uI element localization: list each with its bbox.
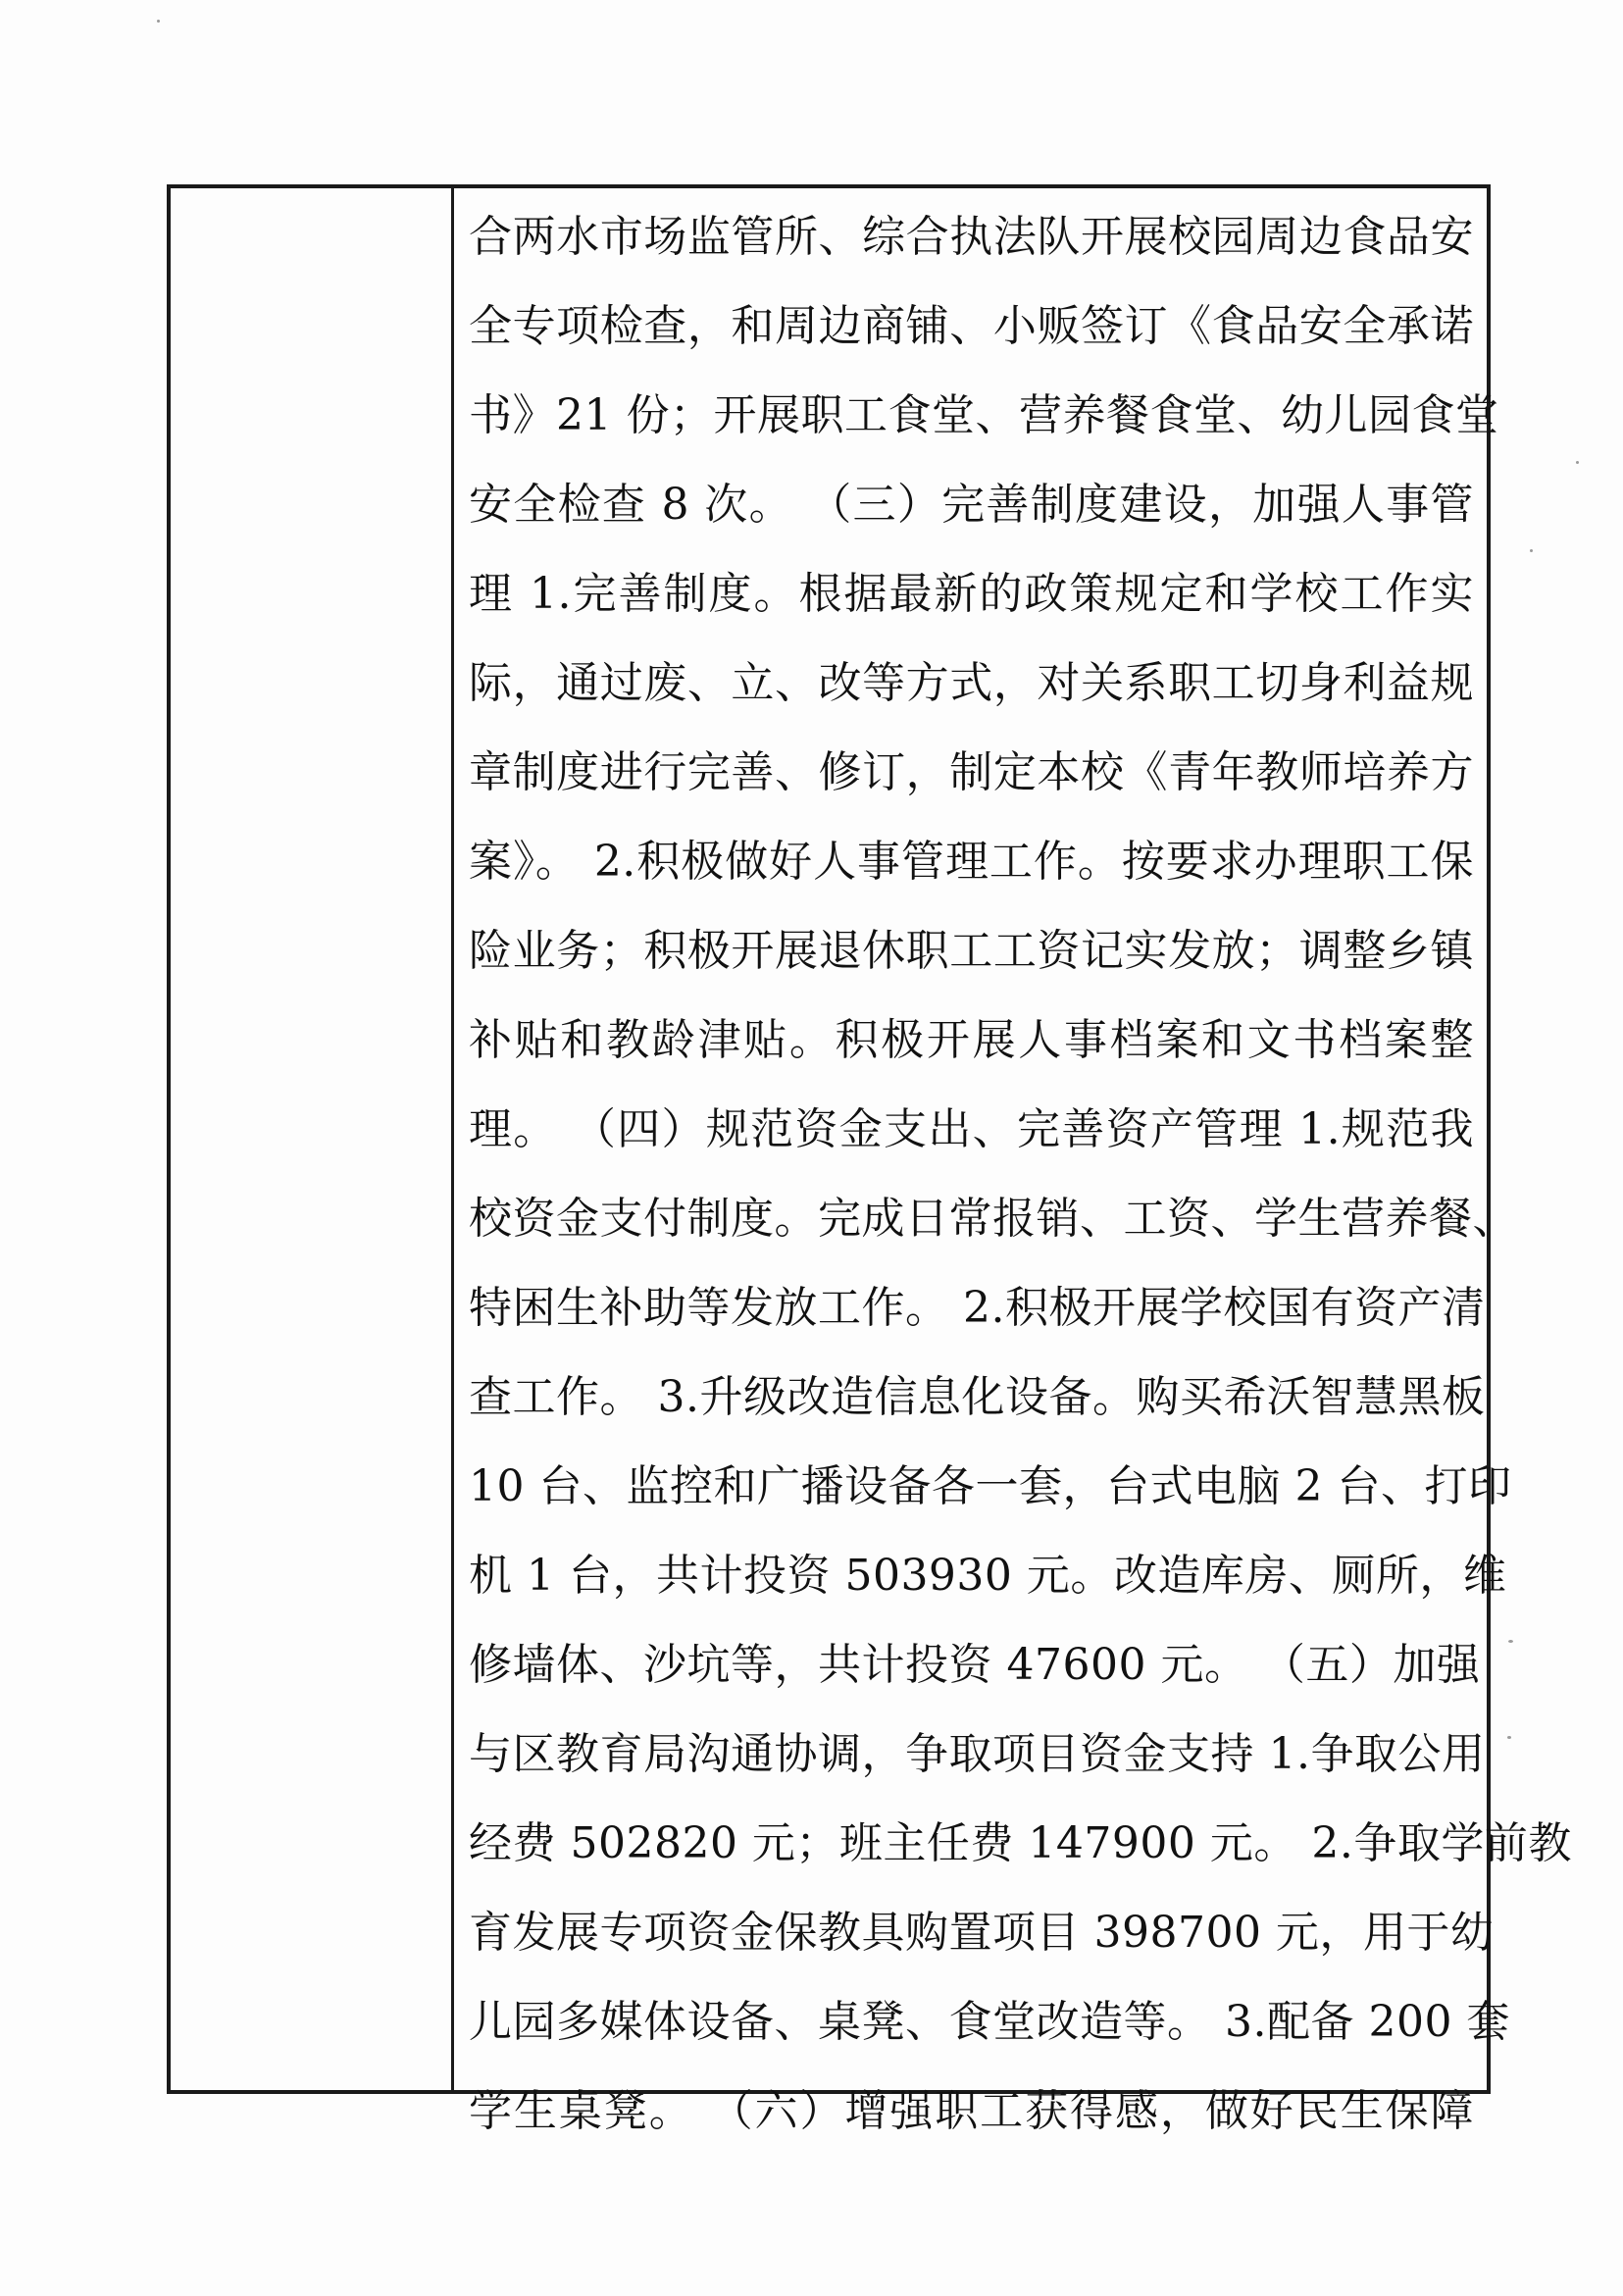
text-line: 学生桌凳。 （六）增强职工获得感，做好民生保障: [469, 2086, 1474, 2136]
scan-speck: [1530, 549, 1533, 552]
scan-speck: [1508, 1640, 1513, 1643]
text-line: 理。 （四）规范资金支出、完善资产管理 1.规范我: [469, 1104, 1474, 1154]
text-line: 特困生补助等发放工作。 2.积极开展学校国有资产清: [469, 1283, 1486, 1333]
text-line: 合两水市场监管所、综合执法队开展校园周边食品安: [469, 212, 1474, 262]
text-line: 书》21 份；开展职工食堂、营养餐食堂、幼儿园食堂: [469, 390, 1499, 440]
text-line: 安全检查 8 次。 （三）完善制度建设，加强人事管: [469, 480, 1474, 530]
text-line: 10 台、监控和广播设备各一套，台式电脑 2 台、打印: [469, 1461, 1512, 1511]
text-line: 案》。 2.积极做好人事管理工作。按要求办理职工保: [469, 837, 1474, 887]
text-line: 险业务；积极开展退休职工工资记实发放；调整乡镇: [469, 926, 1474, 976]
text-line: 查工作。 3.升级改造信息化设备。购买希沃智慧黑板: [469, 1372, 1486, 1422]
scan-speck: [1507, 1736, 1511, 1739]
text-line: 补贴和教龄津贴。积极开展人事档案和文书档案整: [469, 1015, 1474, 1065]
text-line: 章制度进行完善、修订，制定本校《青年教师培养方: [469, 747, 1474, 797]
table-content-cell: [469, 208, 1572, 2171]
text-line: 全专项检查，和周边商铺、小贩签订《食品安全承诺: [469, 301, 1474, 351]
text-line: 与区教育局沟通协调，争取项目资金支持 1.争取公用: [469, 1729, 1486, 1779]
table-column-divider: [451, 184, 454, 2094]
text-line: 育发展专项资金保教具购置项目 398700 元，用于幼: [469, 1908, 1495, 1958]
text-line: 际，通过废、立、改等方式，对关系职工切身利益规: [469, 658, 1474, 708]
text-line: 儿园多媒体设备、桌凳、食堂改造等。 3.配备 200 套: [469, 1997, 1510, 2047]
text-line: 理 1.完善制度。根据最新的政策规定和学校工作实: [469, 569, 1474, 619]
text-line: 机 1 台，共计投资 503930 元。改造库房、厕所，维: [469, 1551, 1507, 1601]
text-line: 修墙体、沙坑等，共计投资 47600 元。 （五）加强: [469, 1640, 1481, 1690]
text-line: 校资金支付制度。完成日常报销、工资、学生营养餐、: [469, 1194, 1516, 1244]
text-line: 经费 502820 元；班主任费 147900 元。 2.争取学前教: [469, 1818, 1572, 1868]
scan-speck: [157, 20, 160, 23]
scan-speck: [1576, 461, 1579, 464]
